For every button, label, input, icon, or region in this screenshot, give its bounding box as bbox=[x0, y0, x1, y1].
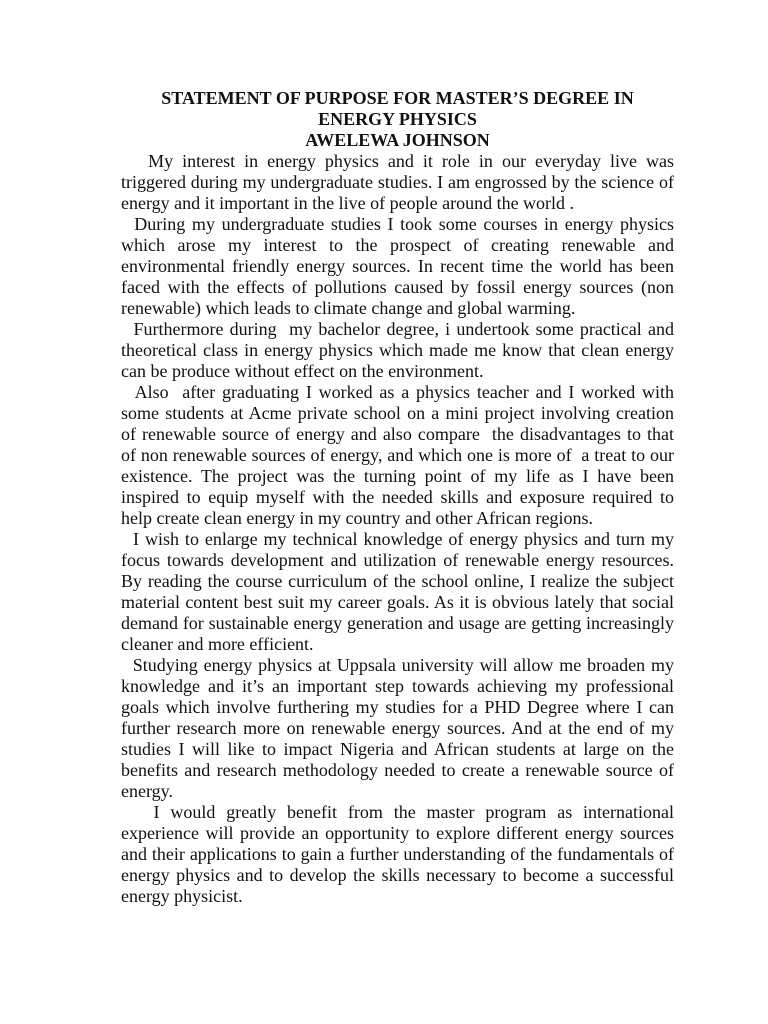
paragraph-6: Studying energy physics at Uppsala university will allow me broaden my knowledge and it’s an important step towards achieving my professional goals which involve furthering my studies for a PHD Degree where I can further research more on renewable energy sources. And at the end of my studies I will like to impact Nigeria and African students at large on the benefits and research methodology needed to create a renewable source of energy. bbox=[121, 655, 679, 801]
document-title bbox=[121, 88, 674, 151]
paragraph-7: I would greatly benefit from the master program as international experience will provide an opportunity to explore different energy sources and their applications to gain a further understanding of the fundamentals of energy physics and to develop the skills necessary to become a successful energy physicist. bbox=[121, 802, 679, 906]
title-line: ENERGY PHYSICS bbox=[318, 109, 477, 129]
paragraph-5: I wish to enlarge my technical knowledge of energy physics and turn my focus towards development and utilization of renewable energy resources. By reading the course curriculum of the school online, I realize the subject material content best suit my career goals. As it is obvious lately that social demand for sustainable energy generation and usage are getting increasingly cleaner and more efficient. bbox=[121, 529, 679, 654]
author-name: AWELEWA JOHNSON bbox=[305, 130, 490, 150]
paragraph-1: My interest in energy physics and it role in our everyday live was triggered during my undergraduate studies. I am engrossed by the science of energy and it important in the live of people around the world . bbox=[121, 151, 679, 213]
paragraph-3: Furthermore during my bachelor degree, i undertook some practical and theoretical class in energy physics which made me know that clean energy can be produce without effect on the environment. bbox=[121, 319, 679, 381]
paragraph-4: Also after graduating I worked as a physics teacher and I worked with some students at Acme private school on a mini project involving creation of renewable source of energy and also compare the disadvantages to that of non renewable sources of energy, and which one is more of a treat to our existence. The project was the turning point of my life as I have been inspired to equip myself with the needed skills and exposure required to help create clean energy in my country and other African regions. bbox=[121, 382, 679, 528]
statement-of-purpose bbox=[121, 88, 679, 907]
title-line: STATEMENT OF PURPOSE FOR MASTER’S DEGREE IN bbox=[161, 88, 634, 108]
paragraph-2: During my undergraduate studies I took some courses in energy physics which arose my interest to the prospect of creating renewable and environmental friendly energy sources. In recent time the world has been faced with the effects of pollutions caused by fossil energy sources (non renewable) which leads to climate change and global warming. bbox=[121, 214, 679, 318]
